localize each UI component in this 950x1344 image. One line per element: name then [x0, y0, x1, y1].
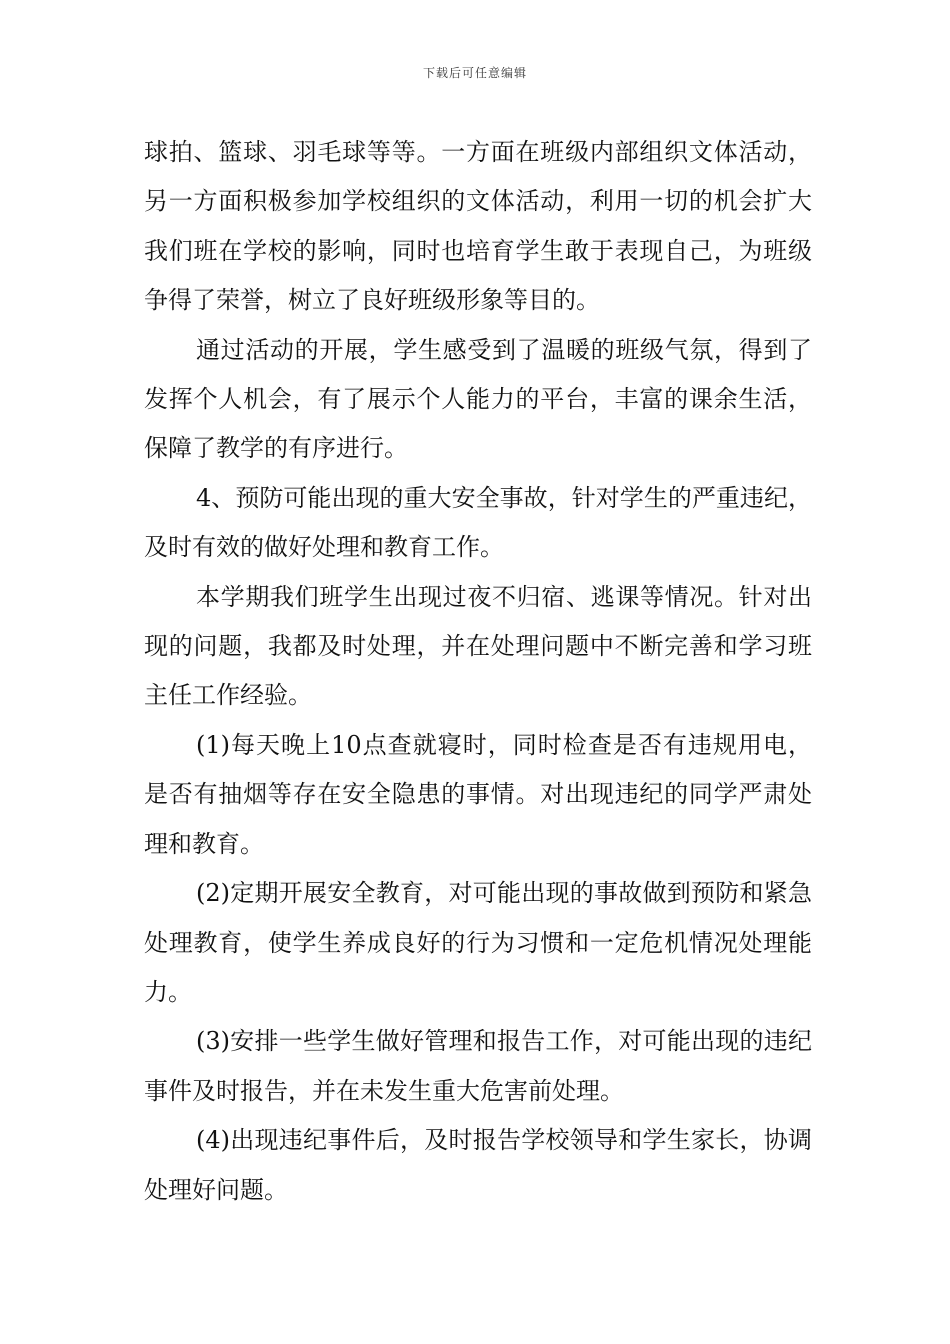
paragraph-item-2: (2)定期开展安全教育，对可能出现的事故做到预防和紧急处理教育，使学生养成良好的行为习惯和一定危机情况处理能力。	[144, 879, 812, 1006]
paragraph-item-1: (1)每天晚上10点查就寝时，同时检查是否有违规用电，是否有抽烟等存在安全隐患的事情。对出现违纪的同学严肃处理和教育。	[144, 730, 812, 858]
paragraph-continuation: 球拍、篮球、羽毛球等等。一方面在班级内部组织文体活动，另一方面积极参加学校组织的文体活动，利用一切的机会扩大我们班在学校的影响，同时也培育学生敢于表现自己，为班级争得了荣誉，树立了良好班级形象等目的。	[144, 138, 812, 315]
paragraph-item-4: (4)出现违纪事件后，及时报告学校领导和学生家长，协调处理好问题。	[144, 1126, 812, 1204]
document-body	[144, 128, 812, 1215]
paragraph-item-3: (3)安排一些学生做好管理和报告工作，对可能出现的违纪事件及时报告，并在未发生重大危害前处理。	[144, 1027, 812, 1105]
page-header-note: 下载后可任意编辑	[422, 66, 527, 80]
paragraph-semester-situation: 本学期我们班学生出现过夜不归宿、逃课等情况。针对出现的问题，我都及时处理，并在处理问题中不断完善和学习班主任工作经验。	[144, 582, 812, 710]
paragraph-activity-outcome: 通过活动的开展，学生感受到了温暖的班级气氛，得到了发挥个人机会，有了展示个人能力的平台，丰富的课余生活，保障了教学的有序进行。	[144, 335, 812, 463]
paragraph-section-4-heading: 4、预防可能出现的重大安全事故，针对学生的严重违纪，及时有效的做好处理和教育工作。	[144, 483, 812, 562]
